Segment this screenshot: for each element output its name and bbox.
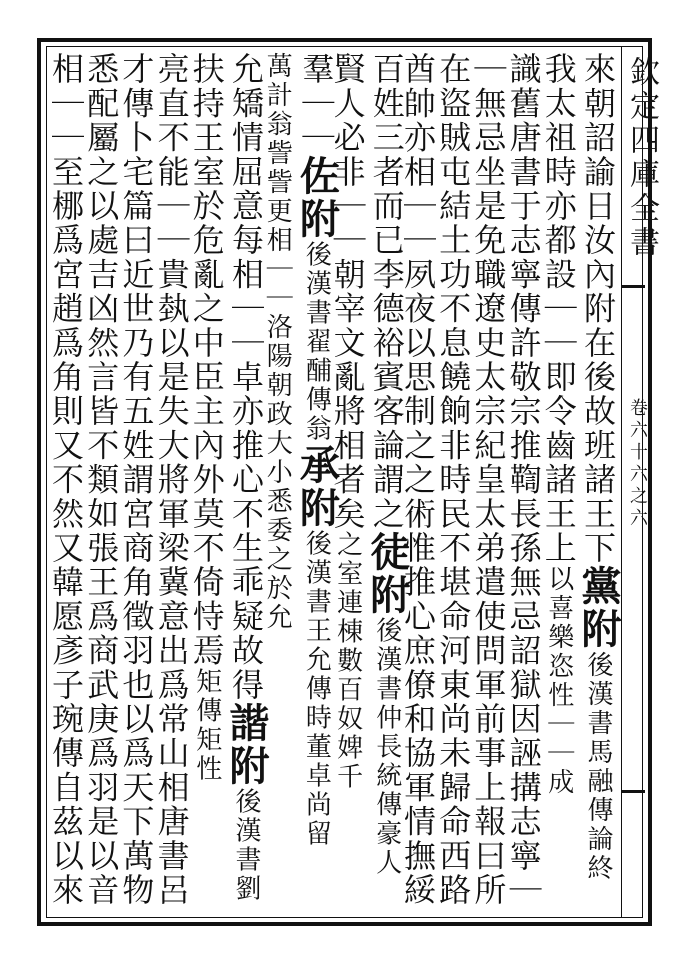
text-column <box>575 52 622 883</box>
annotation-text: 後漢書劉 <box>231 787 261 904</box>
annotation-text: 洛陽朝政大小悉委之於允 <box>262 313 293 632</box>
annotation-text: 後漢書仲長統傳豪人 <box>371 616 402 878</box>
annotation-text: 後漢書馬融傳論終 <box>583 651 613 883</box>
text-column <box>363 52 411 878</box>
body-text: 羣｜｜ <box>297 52 336 155</box>
body-text: ｜無忌坐是免職遼史太宗紀皇太弟遣使問軍前事上報曰所 <box>469 52 508 907</box>
text-column <box>47 52 85 907</box>
margin-volume-number: 卷六十六之六 <box>627 398 648 530</box>
annotation-text: 以喜樂恣性｜｜成 <box>543 565 574 797</box>
headword: 徒附 <box>363 530 411 617</box>
text-column <box>399 52 437 907</box>
body-text: 才傳卜宅篇曰近世乃有五姓謂宮商角徵羽也以爲天下萬物 <box>117 52 156 907</box>
body-text: 識舊唐書于志寧傳許敬宗推鞫長孫無忌詔獄因誣搆志寧｜ <box>504 52 543 907</box>
text-column <box>82 52 121 907</box>
body-text: 悉配屬之以處吉凶然言皆不類如張王爲商武庚爲羽是以音 <box>82 52 121 907</box>
annotation-text: 翁訾訾更相｜｜ <box>262 110 293 313</box>
text-column <box>293 52 341 849</box>
annotation-text: 萬計 <box>262 52 293 110</box>
annotation-text: 後漢書王允傳時董卓尚留 <box>301 529 332 849</box>
headword: 諧附 <box>223 701 270 788</box>
text-column <box>187 52 226 784</box>
text-column <box>117 52 156 907</box>
margin-book-title: 欽定四庫全書 <box>624 56 659 260</box>
fish-tail-mark-lower <box>621 790 645 793</box>
annotation-text: 之室連棟數百奴婢千 <box>332 530 363 792</box>
body-text: 亮直不能｜｜貴埶以是失大將軍梁冀意出爲常山相唐書呂 <box>152 52 191 907</box>
headword: 黨附 <box>575 565 622 651</box>
text-column <box>539 52 578 797</box>
fish-tail-mark-upper <box>621 285 645 288</box>
text-column <box>223 52 270 904</box>
text-column <box>504 52 543 907</box>
body-text: 賢人必非｜｜朝宰文亂將相者矣 <box>328 52 367 531</box>
body-text: 酋帥亦相｜｜夙夜以思制之之術惟推心庶僚和協軍情撫綏 <box>399 52 437 907</box>
headword: 佐附 <box>293 154 341 241</box>
body-text: 來朝詔諭日汝內附在後故班諸王下 <box>579 52 617 565</box>
text-column <box>152 52 191 907</box>
body-text: 我太祖時亦都設｜｜即令齒諸王上 <box>539 52 578 565</box>
body-text: 允矯情屈意每相｜｜卓亦推心不生乖疑故得 <box>227 52 265 702</box>
body-text: 扶持王室於危亂之中臣主內外莫不倚恃焉 <box>187 52 226 668</box>
annotation-text: 後漢書翟酺傳翁 <box>301 240 332 444</box>
fish-tail-margin-rule <box>621 46 622 918</box>
body-text: 在盜賊屯結土功不息饒餉非時民不堪命河東尚未歸命西路 <box>434 52 473 907</box>
headword: 承附 <box>293 443 341 530</box>
body-text: 百姓三者而已李德裕賓客論謂之 <box>367 52 406 531</box>
annotation-text: 矩傳矩性 <box>191 667 222 784</box>
text-column <box>434 52 473 907</box>
body-text: 相｜｜至梛爲宮趙爲角則又不然又韓愿彥子琬傳自茲以來 <box>47 52 85 907</box>
text-column <box>469 52 508 907</box>
